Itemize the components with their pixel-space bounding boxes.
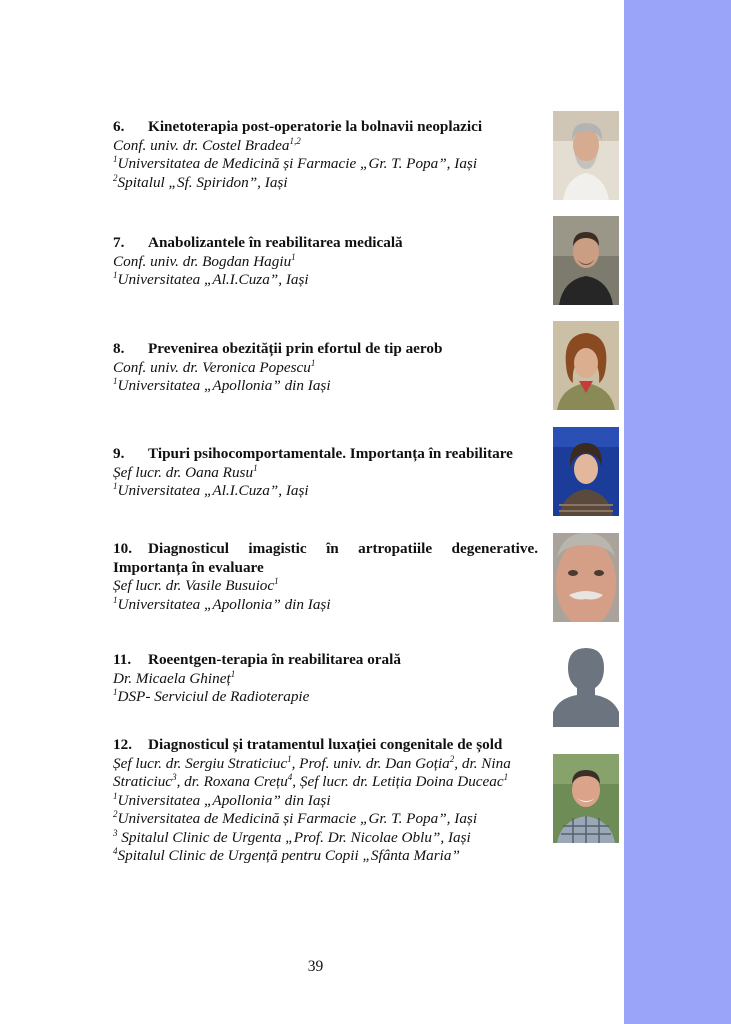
author-sup: 1 — [230, 668, 236, 679]
author-name: Conf. univ. dr. Veronica Popescu — [113, 358, 311, 376]
placeholder-silhouette-icon — [553, 638, 619, 727]
author-name: Dr. Micaela Ghineț — [113, 669, 231, 687]
entry-8 — [113, 340, 538, 396]
affiliation-sup: 1 — [113, 269, 118, 280]
affiliation-line — [113, 596, 538, 615]
photo-man-moustache-closeup — [553, 533, 619, 622]
entry-number: 6. — [113, 118, 125, 135]
entry-title — [113, 540, 538, 577]
photo-woman-curly-hair — [553, 321, 619, 410]
affiliation-sup: 2 — [113, 172, 118, 183]
affiliation-line — [113, 847, 538, 866]
photo-woman-short-hair — [553, 427, 619, 516]
affiliation-text: Universitatea de Medicină și Farmacie „Gr. T. Popa”, Iași — [117, 155, 478, 172]
entry-title — [113, 651, 538, 670]
affiliation-sup: 1 — [113, 480, 118, 491]
entry-number: 7. — [113, 234, 125, 251]
author-line — [113, 464, 538, 483]
author-line — [113, 137, 538, 156]
entry-7 — [113, 234, 538, 290]
author-sup: 1 — [503, 771, 509, 782]
affiliation-text: Universitatea „Apollonia” din Iași — [117, 595, 331, 613]
entry-title-text: Diagnosticul și tratamentul luxației congenitale de șold — [148, 736, 503, 753]
author-sup: 4 — [287, 771, 293, 782]
author-name: , dr. Roxana Crețu — [176, 773, 288, 790]
affiliation-line — [113, 810, 538, 829]
page-number-text: 39 — [307, 958, 324, 975]
author-sup: 2 — [449, 753, 455, 764]
affiliation-line — [113, 174, 538, 193]
affiliation-text: Universitatea „Apollonia” din Iași — [117, 377, 331, 394]
entry-number: 8. — [113, 340, 125, 357]
author-name: , dr. Nina Straticiuc — [113, 754, 511, 790]
author-sup: 1 — [274, 575, 279, 586]
author-sup: 1 — [253, 462, 258, 473]
affiliation-sup: 4 — [113, 845, 118, 856]
affiliation-text: Universitatea „Apollonia” din Iași — [117, 791, 331, 809]
author-line — [113, 670, 538, 689]
entry-title-text: Kinetoterapia post-operatorie la bolnavii neoplazici — [148, 118, 483, 135]
entry-12 — [113, 736, 538, 866]
entry-number: 10. — [113, 540, 132, 557]
side-color-band — [624, 0, 731, 1024]
entry-title-text: Roeentgen-terapia în reabilitarea orală — [148, 651, 401, 668]
affiliation-text: Spitalul „Sf. Spiridon”, Iași — [117, 173, 288, 191]
author-line — [113, 359, 538, 378]
author-line — [113, 577, 538, 596]
author-sup: 1 — [291, 251, 296, 262]
entry-11 — [113, 651, 538, 707]
entry-title — [113, 234, 538, 253]
entry-number: 9. — [113, 445, 125, 462]
entry-title-text: Diagnosticul imagistic în artropatiile degenerative. Importanța în evaluare — [113, 540, 538, 576]
entry-number: 11. — [113, 651, 132, 668]
author-name: Conf. univ. dr. Costel Bradea — [113, 136, 290, 154]
affiliation-text: Universitatea „Al.I.Cuza”, Iași — [117, 482, 309, 499]
author-line — [113, 755, 538, 792]
affiliation-sup: 1 — [113, 153, 118, 164]
author-sup: 1,2 — [289, 135, 301, 146]
entry-9 — [113, 445, 538, 501]
affiliation-text: Universitatea „Al.I.Cuza”, Iași — [117, 271, 309, 288]
entry-10 — [113, 540, 538, 614]
affiliation-line — [113, 792, 538, 811]
author-sup: 3 — [172, 771, 177, 782]
affiliation-sup: 1 — [113, 686, 118, 697]
affiliation-text: Universitatea de Medicină și Farmacie „Gr. T. Popa”, Iași — [117, 810, 478, 827]
photo-grey-haired-bearded-man — [553, 111, 619, 200]
entry-title-text: Tipuri psihocomportamentale. Importanța în reabilitare — [148, 445, 513, 462]
affiliation-sup: 1 — [113, 790, 118, 801]
author-line — [113, 253, 538, 272]
author-name: Șef lucr. dr. Sergiu Straticiuc — [113, 754, 288, 772]
author-name: , Prof. univ. dr. Dan Goția — [291, 754, 450, 772]
affiliation-line — [113, 829, 538, 848]
affiliation-line — [113, 271, 538, 290]
entry-title — [113, 118, 538, 137]
entry-title — [113, 445, 538, 464]
entry-title — [113, 340, 538, 359]
entry-title-text: Prevenirea obezității prin efortul de tip aerob — [148, 340, 443, 357]
affiliation-sup: 1 — [113, 594, 118, 605]
author-name: Șef lucr. dr. Oana Rusu — [113, 463, 254, 481]
affiliation-line — [113, 377, 538, 396]
affiliation-line — [113, 155, 538, 174]
entry-title-text: Anabolizantele în reabilitarea medicală — [148, 234, 403, 251]
entry-6 — [113, 118, 538, 192]
author-sup: 1 — [310, 357, 316, 368]
affiliation-sup: 2 — [113, 808, 118, 819]
page-number — [0, 958, 731, 976]
photo-man-dark-sweater — [553, 216, 619, 305]
photo-smiling-man-checked-shirt — [553, 754, 619, 843]
author-name: , Șef lucr. dr. Letiția Doina Duceac — [292, 773, 504, 790]
author-sup: 1 — [287, 753, 292, 764]
affiliation-text: DSP- Serviciul de Radioterapie — [117, 688, 310, 705]
affiliation-line — [113, 688, 538, 707]
entry-title — [113, 736, 538, 755]
entry-number: 12. — [113, 736, 132, 753]
author-name: Conf. univ. dr. Bogdan Hagiu — [113, 252, 292, 270]
affiliation-text: Spitalul Clinic de Urgenta „Prof. Dr. Nicolae Oblu”, Iași — [117, 828, 471, 846]
author-name: Șef lucr. dr. Vasile Busuioc — [113, 577, 275, 594]
affiliation-line — [113, 482, 538, 501]
affiliation-text: Spitalul Clinic de Urgență pentru Copii „Sfânta Maria” — [117, 847, 460, 864]
affiliation-sup: 3 — [113, 827, 118, 838]
affiliation-sup: 1 — [113, 375, 118, 386]
